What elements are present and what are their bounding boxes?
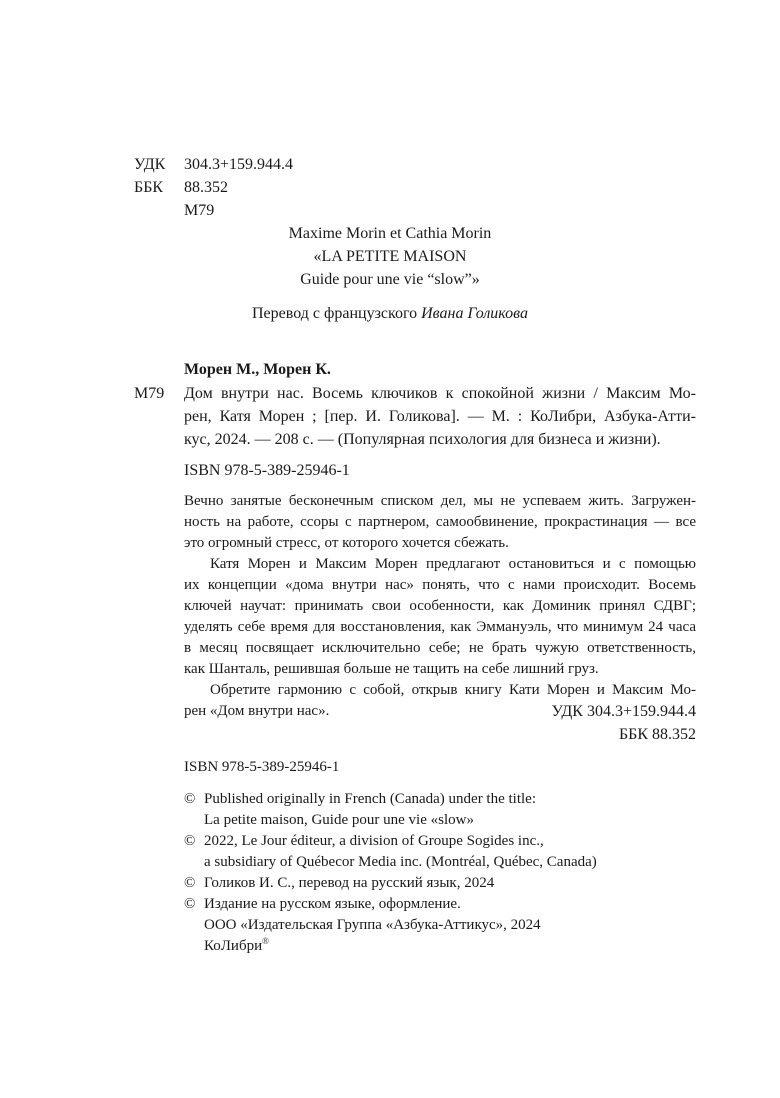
copyright-entry: [184, 789, 654, 831]
original-authors: Maxime Morin et Cathia Morin: [288, 225, 492, 242]
entry-heading: Морен М., Морен К.: [184, 361, 331, 378]
udk-value: 304.3+159.944.4: [184, 156, 294, 173]
annotation-line: как Шанталь, решившая больше не тащить на себе лишний груз.: [184, 661, 599, 677]
annotation-line: в месяц посвящает исключительно себе; не брать чужую ответственность,: [184, 640, 696, 656]
copyright-entry: [184, 831, 654, 873]
original-title: «LA PETITE MAISON: [313, 248, 467, 265]
publisher-line: [184, 936, 654, 957]
annotation-line: уделять себе время для восстановления, как Эммануэль, что минимум 24 часа: [184, 619, 696, 635]
annotation-bbk: ББК 88.352: [618, 726, 696, 743]
annotation-line: Катя Морен и Максим Морен предлагают остановиться и с помощью: [210, 556, 696, 572]
entry-line: рен, Катя Морен ; [пер. И. Голикова]. — М. : КоЛибри, Азбука-Атти-: [184, 408, 696, 425]
annotation-line: Обретите гармонию с собой, открыв книгу Кати Морен и Максим Мо-: [210, 682, 696, 698]
original-subtitle: Guide pour une vie “slow”»: [300, 271, 480, 288]
entry-description: [184, 382, 696, 451]
copyright-sign: ©: [184, 875, 196, 891]
entry-line: кус, 2024. — 208 с. — (Популярная психология для бизнеса и жизни).: [184, 431, 661, 448]
copyright-line: 2022, Le Jour éditeur, a division of Groupe Sogides inc.,: [204, 833, 544, 849]
copyright-line: Голиков И. С., перевод на русский язык, 2024: [204, 875, 495, 891]
udk-label: УДК: [134, 156, 166, 173]
annotation-line: ность на работе, ссоры с партнером, самообвинение, прокрастинация — все: [184, 514, 696, 530]
annotation-line: их концепции «дома внутри нас» понять, что с нами происходит. Восемь: [184, 577, 696, 593]
udk-line: [134, 153, 293, 176]
translation-credit: [0, 302, 780, 325]
copyright-isbn: ISBN 978-5-389-25946-1: [184, 759, 340, 775]
annotation-udk: УДК 304.3+159.944.4: [551, 703, 696, 720]
annotation-line: Вечно занятые бесконечным списком дел, мы не успеваем жить. Загружен-: [184, 493, 696, 509]
annotation-line: ключей научат: принимать свои особенности, как Доминик принял СДВГ;: [184, 598, 696, 614]
copyright-line: La petite maison, Guide pour une vie «slow»: [204, 812, 474, 828]
copyright-entry: [184, 873, 654, 894]
copyright-sign: ©: [184, 833, 196, 849]
copyright-line: ООО «Издательская Группа «Азбука-Аттикус», 2024: [204, 917, 541, 933]
copyright-sign: ©: [184, 896, 196, 912]
annotation-line: рен «Дом внутри нас».: [184, 703, 330, 719]
bbk-value: 88.352: [184, 179, 228, 196]
entry-isbn: ISBN 978-5-389-25946-1: [184, 462, 350, 479]
copyright-sign: ©: [184, 791, 196, 807]
copyright-list: [184, 789, 654, 957]
registered-mark: ®: [262, 936, 269, 946]
bbk-label: ББК: [134, 179, 164, 196]
copyright-line: Published originally in French (Canada) under the title:: [204, 791, 537, 807]
copyright-line: Издание на русском языке, оформление.: [204, 896, 461, 912]
author-mark: М79: [184, 202, 215, 219]
copyright-line: a subsidiary of Québecor Media inc. (Montréal, Québec, Canada): [204, 854, 597, 870]
bbk-line: [134, 176, 228, 199]
annotation: [184, 491, 696, 722]
entry-mark: М79: [134, 385, 165, 402]
translator-name: Ивана Голикова: [421, 305, 528, 322]
copyright-entry: [184, 894, 654, 936]
entry-line: Дом внутри нас. Восемь ключиков к спокойной жизни / Максим Мо-: [184, 385, 696, 402]
publisher-name: КоЛибри: [204, 938, 263, 954]
translation-prefix: Перевод с французского: [251, 305, 422, 322]
annotation-line: это огромный стресс, от которого хочется сбежать.: [184, 535, 509, 551]
